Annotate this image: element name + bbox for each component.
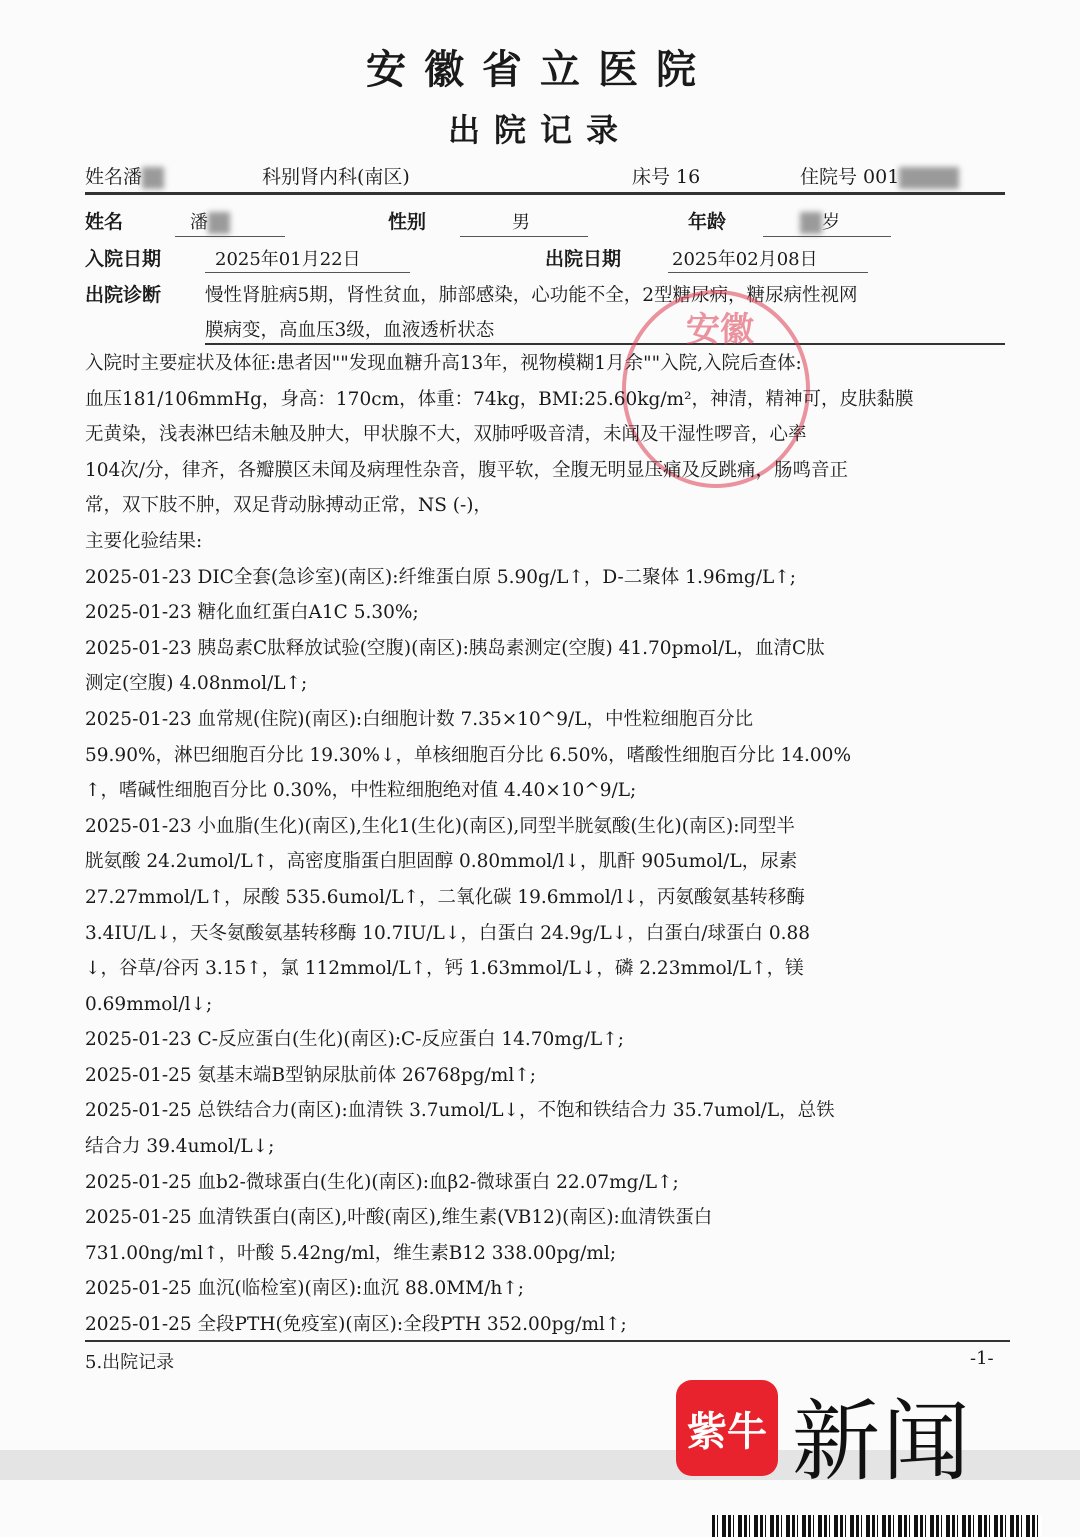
diagnosis-rule <box>205 343 1005 345</box>
discharge-date-value: 2025年02月08日 <box>672 249 818 270</box>
body-line: 731.00ng/ml↑，叶酸 5.42ng/ml，维生素B12 338.00pg/ml; <box>85 1242 617 1264</box>
body-line: 常，双下肢不肿，双足背动脉搏动正常，NS (-)， <box>85 495 492 517</box>
body-line: 2025-01-25 血b2-微球蛋白(生化)(南区):血β2-微球蛋白 22.07mg/L↑; <box>85 1171 679 1193</box>
body-line: 测定(空腹) 4.08nmol/L↑; <box>85 673 308 695</box>
body-line: 2025-01-23 DIC全套(急诊室)(南区):纤维蛋白原 5.90g/L↑，D-二聚体 1.96mg/L↑; <box>85 566 797 588</box>
admit-date-label: 入院日期 <box>85 248 162 270</box>
body-line: 血压181/106mmHg，身高：170cm，体重：74kg，BMI:25.60kg/m²，神清，精神可，皮肤黏膜 <box>85 388 914 410</box>
footer-rule <box>85 1340 1010 1342</box>
body-line: 结合力 39.4umol/L↓; <box>85 1136 275 1158</box>
body-line: 2025-01-23 糖化血红蛋白A1C 5.30%; <box>85 602 419 624</box>
header-admission-no <box>800 162 959 189</box>
body-line: ↓，谷草/谷丙 3.15↑，氯 112mmol/L↑，钙 1.63mmol/L↓，磷 2.23mmol/L↑，镁 <box>85 958 804 980</box>
redaction <box>899 167 959 189</box>
redaction <box>208 212 230 234</box>
body-line: 入院时主要症状及体征:患者因""发现血糖升高13年，视物模糊1月余""入院,入院后查体: <box>85 353 802 374</box>
body-line: 59.90%，淋巴细胞百分比 19.30%↓，单核细胞百分比 6.50%，嗜酸性细胞百分比 14.00% <box>85 744 852 766</box>
header-name <box>85 162 164 189</box>
underline <box>460 236 588 237</box>
sex-label: 性别 <box>388 211 427 233</box>
name-text: 潘 <box>190 212 208 233</box>
header-bed: 床号 16 <box>632 166 701 188</box>
underline <box>205 272 410 273</box>
name-label: 姓名 <box>85 211 124 233</box>
diagnosis-line: 慢性肾脏病5期，肾性贫血，肺部感染，心功能不全，2型糖尿病，糖尿病性视网 <box>205 285 858 306</box>
body-line: 2025-01-23 C-反应蛋白(生化)(南区):C-反应蛋白 14.70mg/L↑; <box>85 1029 624 1051</box>
sex-value: 男 <box>512 212 530 233</box>
header-rule <box>85 192 1005 195</box>
hospital-name: 安徽省立医院 <box>366 46 714 93</box>
diagnosis-label: 出院诊断 <box>85 284 162 306</box>
ziniu-logo: 紫牛 <box>676 1380 778 1476</box>
footer-section: 5.出院记录 <box>85 1352 175 1373</box>
barcode <box>712 1515 1042 1537</box>
diagnosis-line: 膜病变，高血压3级，血液透析状态 <box>205 320 495 341</box>
admission-no-label: 住院号 001 <box>800 166 900 188</box>
age-value <box>800 208 840 234</box>
age-label: 年龄 <box>688 211 727 233</box>
body-line: 3.4IU/L↓，天冬氨酸氨基转移酶 10.7IU/L↓，白蛋白 24.9g/L↓，白蛋白/球蛋白 0.88 <box>85 922 811 944</box>
discharge-date-label: 出院日期 <box>545 248 622 270</box>
body-line: 胱氨酸 24.2umol/L↑，高密度脂蛋白胆固醇 0.80mmol/l↓，肌酐 905umol/L，尿素 <box>85 851 798 873</box>
body-line: 27.27mmol/L↑，尿酸 535.6umol/L↑，二氧化碳 19.6mmol/l↓，丙氨酸氨基转移酶 <box>85 886 805 908</box>
page-number: -1- <box>970 1348 994 1369</box>
underline <box>668 272 868 273</box>
age-unit: 岁 <box>822 212 840 233</box>
body-line: 2025-01-25 血沉(临检室)(南区):血沉 88.0MM/h↑; <box>85 1278 524 1300</box>
body-line: 2025-01-25 总铁结合力(南区):血清铁 3.7umol/L↓，不饱和铁结合力 35.7umol/L，总铁 <box>85 1100 835 1122</box>
underline <box>175 236 285 237</box>
body-line: 2025-01-25 氨基末端B型钠尿肽前体 26768pg/ml↑; <box>85 1064 536 1086</box>
admit-date-value: 2025年01月22日 <box>215 249 361 270</box>
body-line: 2025-01-25 血清铁蛋白(南区),叶酸(南区),维生素(VB12)(南区):血清铁蛋白 <box>85 1207 713 1229</box>
body-line: 2025-01-23 胰岛素C肽释放试验(空腹)(南区):胰岛素测定(空腹) 41.70pmol/L，血清C肽 <box>85 637 825 659</box>
redaction <box>142 167 164 189</box>
record-body <box>85 346 1015 1343</box>
name-value <box>190 208 230 234</box>
stamp-text: 安徽 <box>686 310 754 350</box>
body-line: 无黄染，浅表淋巴结未触及肿大，甲状腺不大，双肺呼吸音清，未闻及干湿性啰音，心率 <box>85 424 807 446</box>
body-line: 2025-01-23 血常规(住院)(南区):白细胞计数 7.35×10^9/L，中性粒细胞百分比 <box>85 708 754 730</box>
header-department: 科别肾内科(南区) <box>262 166 410 188</box>
header-name-label: 姓名潘 <box>85 166 143 188</box>
news-watermark: 新闻 <box>792 1390 973 1493</box>
body-line: ↑，嗜碱性细胞百分比 0.30%，中性粒细胞绝对值 4.40×10^9/L; <box>85 780 637 802</box>
body-line: 2025-01-23 小血脂(生化)(南区),生化1(生化)(南区),同型半胱氨酸(生化)(南区):同型半 <box>85 815 795 837</box>
underline <box>763 236 891 237</box>
body-line: 0.69mmol/l↓; <box>85 993 213 1015</box>
body-line: 104次/分，律齐，各瓣膜区未闻及病理性杂音，腹平软，全腹无明显压痛及反跳痛，肠鸣音正 <box>85 459 849 481</box>
redaction <box>800 212 822 234</box>
document-title: 出院记录 <box>447 111 632 149</box>
body-line: 主要化验结果: <box>85 530 203 552</box>
body-line: 2025-01-25 全段PTH(免疫室)(南区):全段PTH 352.00pg/ml↑; <box>85 1314 627 1336</box>
